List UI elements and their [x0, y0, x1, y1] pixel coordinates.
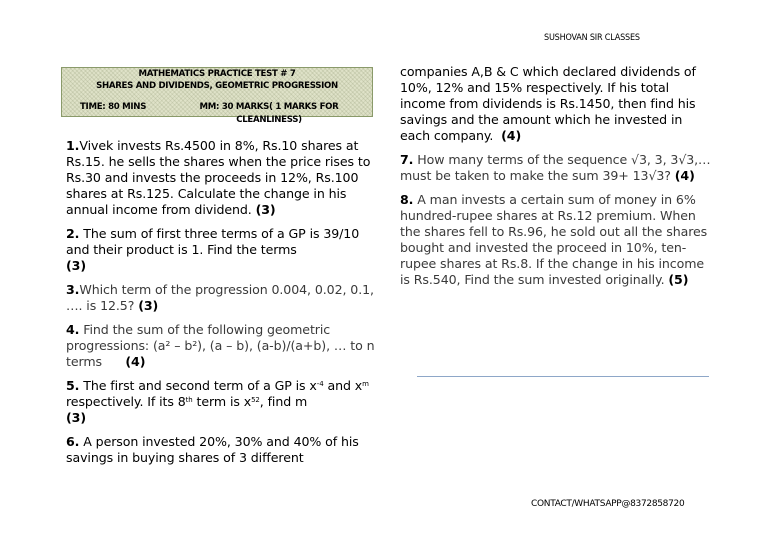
q2-text: The sum of first three terms of a GP is 39/10 and their product is 1. Find the terms	[66, 226, 360, 257]
q5-sup-c: th	[185, 396, 193, 404]
q6-number: 6.	[66, 434, 80, 449]
question-2	[66, 226, 376, 274]
q6-text: A person invested 20%, 30% and 40% of his savings in buying shares of 3 different	[66, 434, 359, 465]
q4-text: Find the sum of the following geometric progressions: (a² – b²), (a – b), (a-b)/(a+b), … to n terms	[66, 322, 375, 369]
left-column	[66, 138, 376, 474]
question-1	[66, 138, 376, 218]
q1-number: 1.	[66, 138, 80, 153]
question-7	[400, 152, 712, 184]
q8-text: A man invests a certain sum of money in 6% hundred-rupee shares at Rs.12 premium. When the shares fell to Rs.96, he sold out all the shares bought and invested the proceed in 10%, ten-rupee shares at Rs.8. If the change in his income is Rs.540, Find the sum invested originally.	[400, 192, 708, 287]
q3-number: 3.	[66, 282, 80, 297]
q5-sup-d: 52	[251, 396, 260, 404]
footer-contact: CONTACT/WHATSAPP@8372858720	[531, 499, 685, 509]
time-label: TIME: 80 MINS	[80, 102, 147, 112]
q5-marks: (3)	[66, 410, 86, 425]
q5-text-d: term is x	[192, 394, 252, 409]
q7-number: 7.	[400, 152, 414, 167]
question-6-continued	[400, 64, 712, 144]
q5-text-c: respectively. If its 8	[66, 394, 186, 409]
q5-number: 5.	[66, 378, 80, 393]
q6-marks: (4)	[501, 128, 522, 143]
q5-sup-a: -4	[316, 380, 324, 388]
q1-text: Vivek invests Rs.4500 in 8%, Rs.10 shares at Rs.15. he sells the shares when the price rises to Rs.30 and invests the proceeds in 12%, Rs.100 shares at Rs.125. Calculate the change in his annual income from dividend.	[66, 138, 371, 217]
q6-cont-text: companies A,B & C which declared dividends of 10%, 12% and 15% respectively. If his total income from dividends is Rs.1450, then find his savings and the amount which he invested in each company.	[400, 64, 696, 143]
q4-number: 4.	[66, 322, 80, 337]
q7-marks: (4)	[674, 168, 695, 183]
question-4	[66, 322, 376, 370]
divider-line	[417, 376, 709, 377]
q5-text-a: The first and second term of a GP is x	[79, 378, 317, 393]
q1-marks: (3)	[255, 202, 276, 217]
q5-text-e: , find m	[259, 394, 308, 409]
q3-marks: (3)	[138, 298, 159, 313]
q5-text-b: and x	[323, 378, 363, 393]
right-column	[400, 64, 712, 296]
q5-sup-b: m	[362, 380, 369, 388]
title-box	[61, 67, 373, 125]
marks-label: MM: 30 MARKS( 1 MARKS FOR CLEANLINESS)	[199, 102, 339, 125]
question-8	[400, 192, 712, 288]
q3-text: Which term of the progression 0.004, 0.02, 0.1, …. is 12.5?	[66, 282, 374, 313]
q8-marks: (5)	[668, 272, 689, 287]
question-5	[66, 378, 376, 426]
q2-marks: (3)	[66, 258, 86, 273]
question-6	[66, 434, 376, 466]
question-3	[66, 282, 376, 314]
q4-marks: (4)	[125, 354, 146, 369]
title-line-2: SHARES AND DIVIDENDS, GEOMETRIC PROGRESSION	[96, 81, 338, 91]
q7-text: How many terms of the sequence √3, 3, 3√3,… must be taken to make the sum 39+ 13√3?	[400, 152, 711, 183]
title-line-1: MATHEMATICS PRACTICE TEST # 7	[138, 69, 296, 79]
header-right: SUSHOVAN SIR CLASSES	[544, 33, 640, 43]
q8-number: 8.	[400, 192, 414, 207]
q2-number: 2.	[66, 226, 80, 241]
